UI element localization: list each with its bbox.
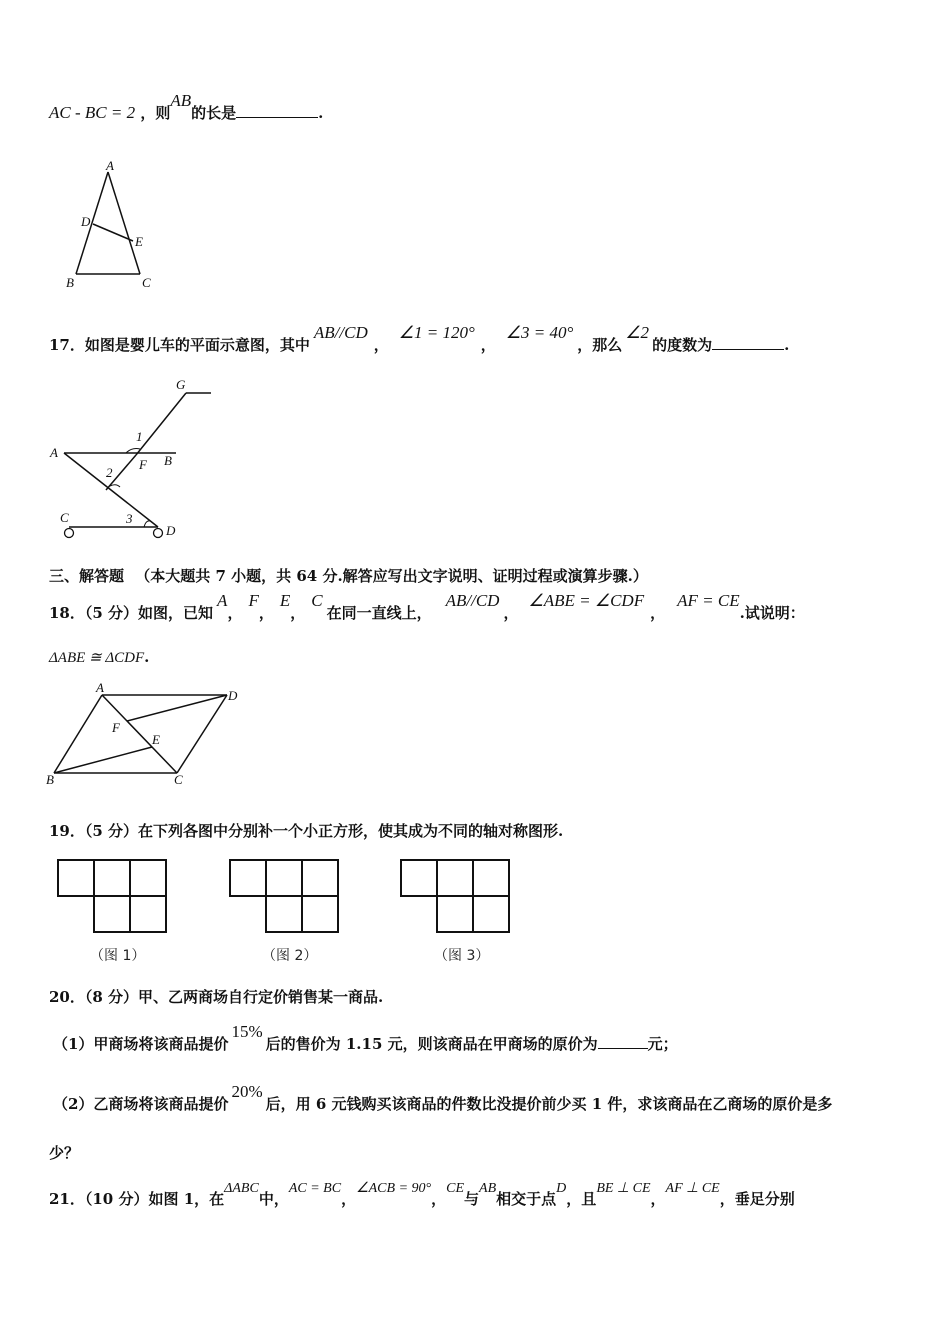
- label-c: C: [60, 510, 69, 525]
- q21-number: 21．: [49, 1190, 85, 1208]
- q19-text: （5 分）在下列各图中分别补一个小正方形，使其成为不同的轴对称图形.: [84, 822, 564, 840]
- label-b: B: [164, 453, 172, 468]
- q18-text2: .试说明：: [739, 604, 805, 622]
- q18-comma3: ，: [290, 604, 306, 622]
- q17-answer-blank: [712, 335, 784, 350]
- q18-point-c: C: [311, 591, 323, 610]
- label-a: A: [106, 158, 114, 173]
- q21-score: （10 分）如图 1，在: [84, 1190, 225, 1208]
- q18-number: 18．: [49, 604, 85, 622]
- q20-part1: [53, 1022, 678, 1054]
- q18-figure: [42, 680, 252, 790]
- q18-point-a: A: [217, 591, 228, 610]
- q21-t1: 中，: [258, 1190, 289, 1208]
- q18-cond2: ∠ABE = ∠CDF: [528, 591, 645, 610]
- q17-sep2: ，: [480, 336, 496, 354]
- q20-text: （8 分）甲、乙两商场自行定价销售某一商品.: [84, 988, 384, 1006]
- q17-cond3: ∠3 = 40°: [505, 323, 574, 342]
- q16-suffix: 的长是: [191, 104, 237, 122]
- q16-end: .: [318, 104, 324, 122]
- q21-t4: ，且: [566, 1190, 597, 1208]
- q19-number: 19．: [49, 822, 85, 840]
- q20-1-mid: 后的售价为 1.15 元，则该商品在甲商场的原价为: [265, 1035, 598, 1053]
- label-1: 1: [136, 429, 143, 444]
- q21-line: [49, 1181, 795, 1209]
- label-c: C: [142, 275, 151, 290]
- label-g: G: [176, 377, 186, 392]
- q18-comma1: ，: [227, 604, 243, 622]
- label-a: A: [50, 445, 58, 460]
- q21-s1: ，: [341, 1190, 357, 1208]
- label-b: B: [66, 275, 74, 290]
- line-gf: [136, 393, 186, 455]
- q16-tail-line: [49, 91, 324, 123]
- wheel-d: [154, 529, 163, 538]
- q19-grid-figures: [50, 855, 530, 970]
- label-d: D: [228, 688, 238, 703]
- q18-proof-end: .: [144, 648, 150, 666]
- caption-fig-3: （图 3）: [434, 948, 490, 964]
- q17-end: .: [784, 336, 790, 354]
- q17-text1: 如图是婴儿车的平面示意图，其中: [84, 336, 310, 354]
- q20-2-pct: 20%: [231, 1082, 263, 1101]
- angle-2-arc: [110, 485, 120, 487]
- q19-line: [49, 820, 563, 841]
- label-2: 2: [106, 465, 113, 480]
- q17-angle2: ∠2: [625, 323, 650, 342]
- grid-figure-3: [401, 860, 509, 932]
- q21-tri: ΔABC: [224, 1181, 259, 1196]
- q18-point-f: F: [248, 591, 259, 610]
- section3-note: （本大题共 7 小题，共 64 分.解答应写出文字说明、证明过程或演算步骤.）: [135, 567, 648, 585]
- label-d: D: [166, 523, 176, 538]
- q18-line: [49, 591, 805, 623]
- label-e: E: [135, 234, 143, 249]
- q20-line: [49, 986, 383, 1007]
- q21-ab: AB: [479, 1181, 497, 1196]
- q21-c3: BE ⊥ CE: [596, 1181, 651, 1196]
- q18-proof: ΔABE ≅ ΔCDF: [49, 650, 145, 666]
- q17-cond1: AB//CD: [313, 323, 368, 342]
- label-f: F: [139, 457, 147, 472]
- q21-t3: 相交于点: [496, 1190, 557, 1208]
- q20-1-prefix: （1）甲商场将该商品提价: [53, 1035, 229, 1053]
- q16-then: ，则: [140, 104, 171, 122]
- q18-point-e: E: [279, 591, 291, 610]
- q17-cond2: ∠1 = 120°: [398, 323, 475, 342]
- q17-number: 17．: [49, 336, 85, 354]
- q18-cond3: AF = CE: [677, 591, 740, 610]
- q21-s2: ，: [431, 1190, 447, 1208]
- q21-c2: ∠ACB = 90°: [356, 1181, 432, 1196]
- caption-fig-2: （图 2）: [262, 948, 318, 964]
- q20-2-prefix: （2）乙商场将该商品提价: [53, 1095, 229, 1113]
- q16-answer-blank: [236, 103, 318, 118]
- q21-s3: ，: [650, 1190, 666, 1208]
- seg-be: [54, 747, 152, 773]
- q18-sep1: ，: [503, 604, 519, 622]
- q21-d: D: [556, 1181, 567, 1196]
- angle-3-arc: [144, 521, 150, 527]
- q17-text2: ，那么: [577, 336, 623, 354]
- q20-part2: [53, 1082, 833, 1114]
- label-c: C: [174, 772, 183, 787]
- q17-text3: 的度数为: [652, 336, 713, 354]
- edge-ac: [108, 172, 140, 274]
- q21-t2: 与: [464, 1190, 480, 1208]
- label-3: 3: [126, 511, 133, 526]
- q18-proof-line: [49, 648, 149, 667]
- section3-title: 三、解答题: [49, 567, 125, 585]
- q20-1-suffix: 元；: [647, 1035, 678, 1053]
- section3-heading: [49, 565, 648, 586]
- label-d: D: [81, 214, 91, 229]
- label-b: B: [46, 772, 54, 787]
- edge-ab: [54, 695, 102, 773]
- q20-1-answer-blank: [598, 1034, 648, 1049]
- caption-fig-1: （图 1）: [90, 948, 146, 964]
- label-a: A: [96, 680, 104, 695]
- q16-ab: AB: [170, 91, 192, 110]
- q18-sep2: ，: [650, 604, 666, 622]
- grid-figure-1: [58, 860, 166, 932]
- label-f: F: [112, 720, 120, 735]
- q16-expr: AC - BC = 2: [49, 103, 136, 122]
- q21-ce: CE: [446, 1181, 465, 1196]
- q16-triangle-figure: [60, 158, 160, 293]
- q20-2-cont: 少？: [49, 1144, 80, 1162]
- q18-comma2: ，: [258, 604, 274, 622]
- q18-cond1: AB//CD: [445, 591, 500, 610]
- label-e: E: [152, 732, 160, 747]
- q18-text1: 在同一直线上，: [326, 604, 432, 622]
- q20-number: 20．: [49, 988, 85, 1006]
- grid-figure-2: [230, 860, 338, 932]
- q20-2-mid: 后，用 6 元钱购买该商品的件数比没提价前少买 1 件，求该商品在乙商场的原价是多: [265, 1095, 833, 1113]
- q20-part2-cont: [49, 1142, 79, 1163]
- q21-c1: AC = BC: [288, 1181, 342, 1196]
- q21-c4: AF ⊥ CE: [665, 1181, 720, 1196]
- q17-line: [49, 323, 790, 355]
- q17-stroller-figure: [46, 375, 226, 545]
- wheel-c: [65, 529, 74, 538]
- q20-1-pct: 15%: [231, 1022, 263, 1041]
- q18-score: （5 分）如图，已知: [84, 604, 214, 622]
- q21-t5: ，垂足分别: [719, 1190, 795, 1208]
- q17-sep1: ，: [373, 336, 389, 354]
